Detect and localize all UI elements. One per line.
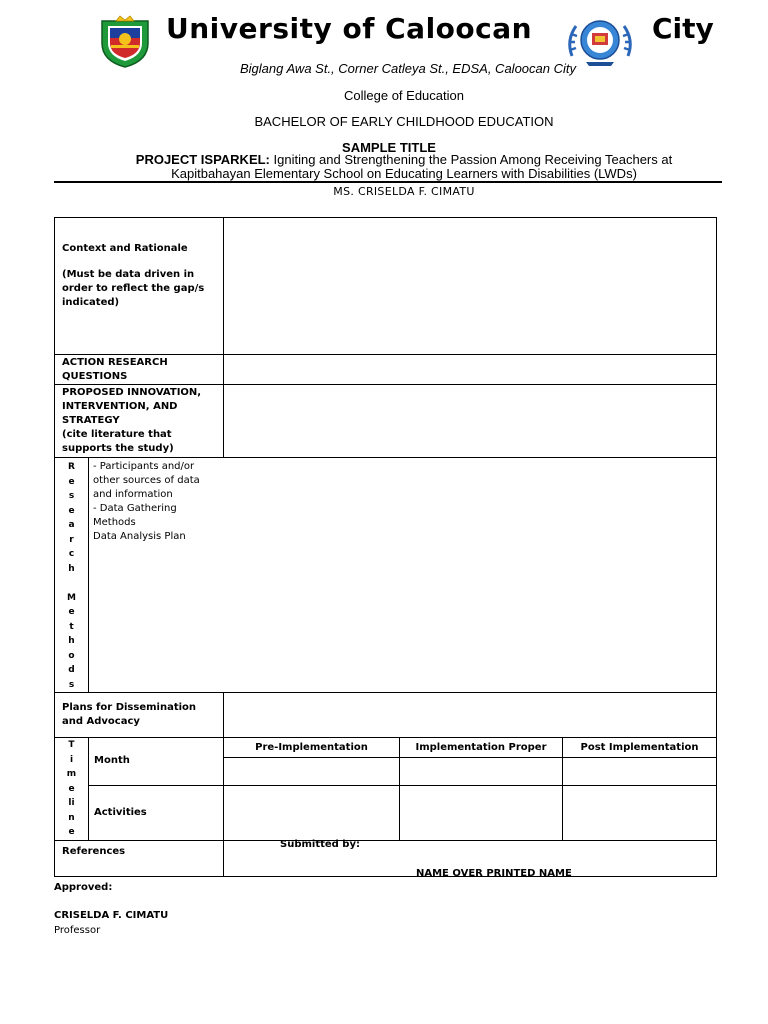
- timeline-vertical-label: T i m e li n e: [55, 738, 89, 841]
- project-title: [54, 153, 754, 181]
- program-name: BACHELOR OF EARLY CHILDHOOD EDUCATION: [254, 114, 554, 129]
- month-pre-input[interactable]: [224, 758, 400, 785]
- activities-pre-input[interactable]: [224, 785, 400, 840]
- phase-header-post: Post Implementation: [563, 738, 717, 758]
- project-title-line2: Kapitbahayan Elementary School on Educating Learners with Disabilities (LWDs): [171, 166, 637, 181]
- research-questions-input[interactable]: [224, 355, 717, 385]
- approver-title: Professor: [54, 925, 101, 936]
- phase-header-pre: Pre-Implementation: [224, 738, 400, 758]
- activities-label: Activities: [89, 785, 224, 840]
- month-post-input[interactable]: [563, 758, 717, 785]
- research-methods-input[interactable]: [89, 458, 717, 693]
- dissemination-input[interactable]: [224, 693, 717, 738]
- research-methods-vertical-label: R e s e a r c h M e t h o d s: [55, 458, 89, 693]
- research-questions-label: ACTION RESEARCH QUESTIONS: [55, 355, 224, 385]
- sample-title: SAMPLE TITLE: [342, 140, 436, 155]
- innovation-input[interactable]: [224, 385, 717, 458]
- activities-proper-input[interactable]: [400, 785, 563, 840]
- context-input[interactable]: [224, 218, 717, 355]
- dissemination-label: Plans for Dissemination and Advocacy: [55, 693, 224, 738]
- university-address: Biglang Awa St., Corner Catleya St., EDSA, Caloocan City: [240, 61, 576, 76]
- header-divider: [54, 181, 722, 183]
- phase-header-proper: Implementation Proper: [400, 738, 563, 758]
- name-over-printed-name: NAME OVER PRINTED NAME: [416, 868, 572, 879]
- references-label: References: [55, 840, 224, 876]
- context-label: Context and Rationale: [62, 243, 188, 254]
- college-name: College of Education: [344, 88, 464, 103]
- innovation-note: (cite literature that supports the study): [62, 429, 174, 454]
- methods-item: Data Analysis Plan: [93, 531, 186, 542]
- university-name: University of Caloocan: [166, 12, 533, 45]
- month-proper-input[interactable]: [400, 758, 563, 785]
- university-name-city: City: [652, 12, 714, 45]
- innovation-label: PROPOSED INNOVATION, INTERVENTION, AND STRATEGY: [62, 387, 202, 426]
- innovation-label-cell: [55, 385, 224, 458]
- approved-label: Approved:: [54, 882, 113, 893]
- author-name: MS. CRISELDA F. CIMATU: [333, 185, 475, 198]
- submitted-by-label: Submitted by:: [280, 839, 360, 850]
- month-label: Month: [89, 738, 224, 786]
- methods-item: - Data Gathering Methods: [93, 503, 177, 528]
- project-label: PROJECT ISPARKEL:: [135, 152, 270, 167]
- research-proposal-form: [54, 217, 717, 877]
- context-label-cell: [55, 218, 224, 355]
- activities-post-input[interactable]: [563, 785, 717, 840]
- project-title-line1: Igniting and Strengthening the Passion Among Receiving Teachers at: [273, 152, 673, 167]
- approver-name: CRISELDA F. CIMATU: [54, 910, 169, 921]
- context-note: (Must be data driven in order to reflect the gap/s indicated): [62, 269, 205, 308]
- methods-item: - Participants and/or other sources of data and information: [93, 461, 200, 500]
